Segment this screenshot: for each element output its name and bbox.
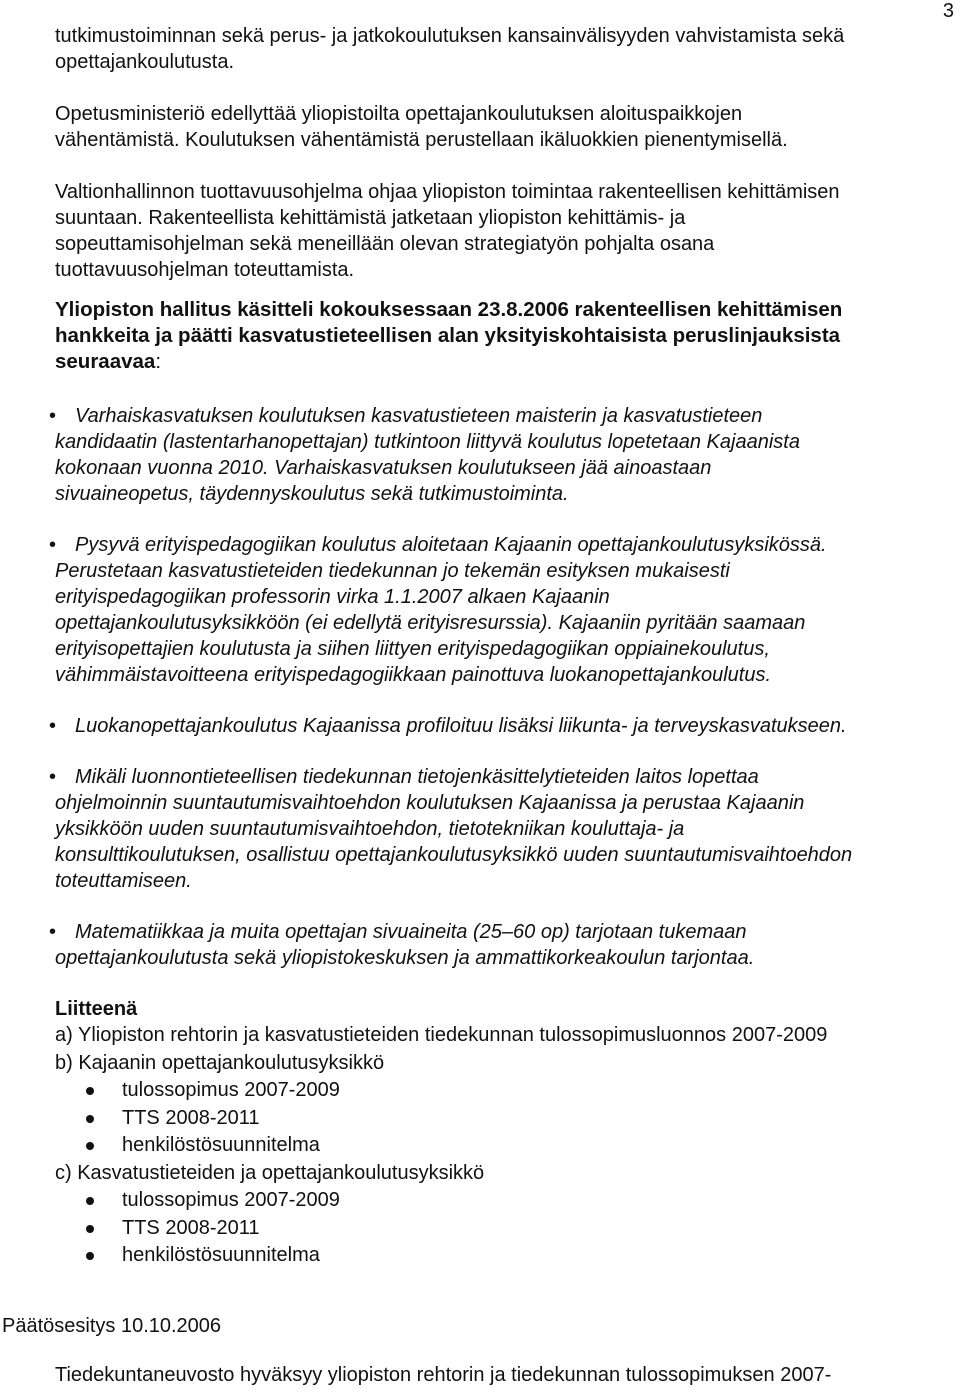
sublist-item-text: TTS 2008-2011 <box>122 1106 260 1129</box>
bullet-icon: • <box>49 534 57 556</box>
page-number: 3 <box>942 0 954 22</box>
proposal-date-label: Päätösesitys 10.10.2006 <box>2 1315 222 1337</box>
decision-colon: : <box>155 350 162 373</box>
bullet-icon: • <box>49 715 57 737</box>
bullet-icon <box>86 1142 94 1150</box>
bullet-icon <box>86 1115 94 1123</box>
bullet-icon <box>86 1197 94 1205</box>
bullet-text: Mikäli luonnontieteellisen tiedekunnan tietojenkäsittelytieteiden laitos lopettaa ohjelmoinnin suuntautumisvaihtoehdon koulutuksen Kajaanissa ja perustaa Kajaanin yksikköön uuden suuntautumisvaihtoehdon, tietotekniikan kouluttaja- ja konsulttikoulutuksen, osallistuu opettajankoulutusyksikkö uuden suuntautumisvaihtoehdon toteuttamiseen. <box>55 766 853 892</box>
bullet-icon <box>86 1225 94 1233</box>
bullet-item <box>49 713 960 739</box>
decision-statement <box>55 297 960 375</box>
paragraph-intro: tutkimustoiminnan sekä perus- ja jatkokoulutuksen kansainvälisyyden vahvistamista sekä opettajankoulutusta. <box>55 25 845 73</box>
document-body <box>49 23 960 1270</box>
bullet-text: Varhaiskasvatuksen koulutuksen kasvatustieteen maisterin ja kasvatustieteen kandidaatin (lastentarhanopettajan) tutkintoon liittyvä koulutus lopetetaan Kajaanista kokonaan vuonna 2010. Varhaiskasvatuksen koulutukseen jää ainoastaan sivuaineopetus, täydennyskoulutus sekä tutkimustoiminta. <box>55 405 800 505</box>
sublist-item-text: henkilöstösuunnitelma <box>122 1244 320 1266</box>
decision-bullet-list <box>49 403 960 971</box>
bullet-text: Matematiikkaa ja muita opettajan sivuaineita (25–60 op) tarjotaan tukemaan opettajankoulutusta sekä yliopistokeskuksen ja ammattikorkeakoulun tarjontaa. <box>55 921 755 969</box>
decision-bold-text: Yliopiston hallitus käsitteli kokouksessaan 23.8.2006 rakenteellisen kehittämisen hankkeita ja päätti kasvatustieteellisen alan yksityiskohtaisista peruslinjauksista seuraavaa <box>55 298 843 373</box>
bullet-icon: • <box>49 921 57 943</box>
bullet-item <box>49 919 960 971</box>
bullet-text: Pysyvä erityispedagogiikan koulutus aloitetaan Kajaanin opettajankoulutusyksikössä. Perustetaan kasvatustieteiden tiedekunnan jo tekemän esityksen mukaisesti erityispedagogiikan professorin virka 1.1.2007 alkaen Kajaanin opettajankoulutusyksikköön (ei edellytä erityisresurssia). Kajaaniin pyritään saamaan erityisopettajien koulutusta ja siihen liittyen erityispedagogiikan oppiainekoulutus, vähimmäistavoitteena erityispedagogiikkaan painottuva luokanopettajankoulutus. <box>55 534 827 686</box>
appendix-item-b: b) Kajaanin opettajankoulutusyksikkö <box>55 1051 385 1074</box>
paragraph-productivity: Valtionhallinnon tuottavuusohjelma ohjaa yliopiston toimintaa rakenteellisen kehittämisen suuntaan. Rakenteellista kehittämistä jatketaan yliopiston kehittämis- ja sopeuttamisohjelman sekä meneillään olevan strategiatyön pohjalta osana tuottavuusohjelman toteuttamista. <box>55 181 840 281</box>
bullet-text: Luokanopettajankoulutus Kajaanissa profiloituu lisäksi liikunta- ja terveyskasvatukseen. <box>75 715 847 737</box>
bullet-icon: • <box>49 405 57 427</box>
bullet-icon <box>86 1252 94 1260</box>
bullet-item <box>49 403 960 507</box>
sublist-item-text: TTS 2008-2011 <box>122 1216 260 1239</box>
appendix-item-a: a) Yliopiston rehtorin ja kasvatustieteiden tiedekunnan tulossopimusluonnos 2007-2009 <box>55 1024 828 1046</box>
sublist-item <box>55 1077 960 1105</box>
appendix-item-c: c) Kasvatustieteiden ja opettajankoulutusyksikkö <box>55 1161 485 1184</box>
sublist-item <box>55 1215 960 1243</box>
sublist-item <box>55 1132 960 1160</box>
bullet-item <box>49 532 960 688</box>
sublist-item <box>55 1242 960 1270</box>
footer-text: Tiedekuntaneuvosto hyväksyy yliopiston rehtorin ja tiedekunnan tulossopimuksen 2007- <box>55 1364 832 1386</box>
bullet-icon: • <box>49 766 57 788</box>
sublist-item <box>55 1105 960 1133</box>
sublist-item-text: tulossopimus 2007-2009 <box>122 1079 340 1101</box>
appendix-b-sublist <box>55 1077 960 1160</box>
bullet-icon <box>86 1087 94 1095</box>
bullet-item <box>49 764 960 894</box>
sublist-item <box>55 1187 960 1215</box>
paragraph-ministry: Opetusministeriö edellyttää yliopistoilta opettajankoulutuksen aloituspaikkojen vähentämistä. Koulutuksen vähentämistä perustellaan ikäluokkien pienentymisellä. <box>55 103 788 151</box>
sublist-item-text: tulossopimus 2007-2009 <box>122 1189 340 1211</box>
sublist-item-text: henkilöstösuunnitelma <box>122 1134 320 1156</box>
appendix-title: Liitteenä <box>55 998 138 1020</box>
appendix-c-sublist <box>55 1187 960 1270</box>
